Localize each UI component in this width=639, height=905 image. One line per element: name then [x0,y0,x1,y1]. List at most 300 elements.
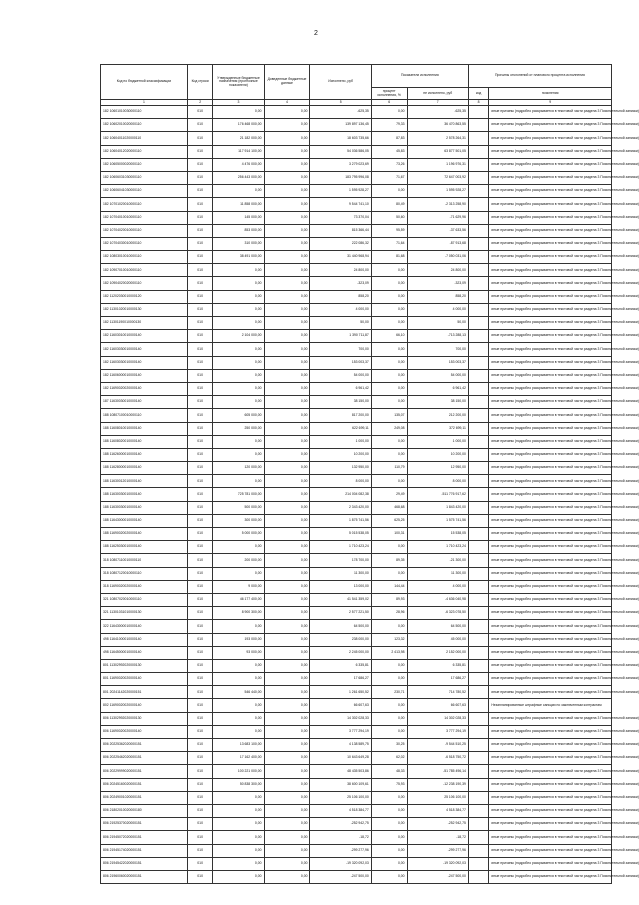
kbk-cell: 182 10803010010000110 [101,251,188,264]
approved-cell: 0,00 [213,541,264,554]
limits-cell: 0,00 [264,277,310,290]
reason-cell: иные причины (подробно раскрывается в текстовой части раздела 3 Пояснительной записки) [489,528,612,541]
reason-code-cell [468,804,488,817]
not-executed-cell: 1 575 741,56 [407,514,468,527]
table-row [101,224,612,237]
reason-code-cell [468,106,488,119]
reason-code-cell [468,198,488,211]
reason-cell: иные причины (подробно раскрывается в текстовой части раздела 3 Пояснительной записки) [489,303,612,316]
approved-cell: 4 476 000,00 [213,158,264,171]
not-executed-cell: 66 607,63 [407,699,468,712]
reason-code-cell [468,554,488,567]
kbk-cell: 188 11643000010000140 [101,514,188,527]
reason-cell: иные причины (подробно раскрывается в текстовой части раздела 3 Пояснительной записки) [489,831,612,844]
percent-cell: 30,25 [371,739,407,752]
kbk-cell: 318 11690020020000140 [101,580,188,593]
limits-cell: 0,00 [264,804,310,817]
approved-cell: 11 858 000,00 [213,198,264,211]
line-code-cell: 010 [187,369,213,382]
approved-cell: 0,00 [213,317,264,330]
header-executed: Исполнено, руб [310,65,371,100]
limits-cell: 0,00 [264,317,310,330]
limits-cell: 0,00 [264,567,310,580]
not-executed-cell: 12 950,00 [407,462,468,475]
approved-cell: 0,00 [213,475,264,488]
kbk-cell: 498 11641000010000140 [101,633,188,646]
kbk-cell: 182 11690020020000140 [101,382,188,395]
limits-cell: 0,00 [264,659,310,672]
reason-code-cell [468,382,488,395]
limits-cell: 0,00 [264,857,310,870]
line-code-cell: 010 [187,106,213,119]
table-row [101,739,612,752]
reason-cell: иные причины (подробно раскрывается в текстовой части раздела 3 Пояснительной записки) [489,593,612,606]
reason-code-cell [468,633,488,646]
executed-cell: 2 245 000,00 [310,646,371,659]
table-row [101,804,612,817]
table-row [101,844,612,857]
approved-cell: 0,00 [213,567,264,580]
executed-cell: -247 500,00 [310,870,371,883]
limits-cell: 0,00 [264,725,310,738]
limits-cell: 0,00 [264,554,310,567]
approved-cell: 0,00 [213,620,264,633]
table-row [101,277,612,290]
reason-code-cell [468,462,488,475]
percent-cell: 0,00 [371,831,407,844]
executed-cell: 178 700,00 [310,554,371,567]
not-executed-cell: -511 776 917,62 [407,488,468,501]
executed-cell: 2 577 221,50 [310,607,371,620]
table-row [101,699,612,712]
approved-cell: 0,00 [213,264,264,277]
table-row [101,211,612,224]
limits-cell: 0,00 [264,699,310,712]
percent-cell: 230,71 [371,686,407,699]
reason-cell: иные причины (подробно раскрывается в текстовой части раздела 3 Пояснительной записки) [489,567,612,580]
column-number: 9 [489,100,612,106]
percent-cell: 50,60 [371,211,407,224]
approved-cell: 0,00 [213,277,264,290]
reason-cell: иные причины (подробно раскрывается в текстовой части раздела 3 Пояснительной записки) [489,422,612,435]
table-row [101,264,612,277]
line-code-cell: 010 [187,712,213,725]
line-code-cell: 010 [187,567,213,580]
executed-cell: 815 366,44 [310,224,371,237]
kbk-cell: 188 11630030010000140 [101,488,188,501]
percent-cell: 79,33 [371,119,407,132]
line-code-cell: 010 [187,211,213,224]
line-code-cell: 010 [187,409,213,422]
not-executed-cell: -323,09 [407,277,468,290]
kbk-cell: 188 11628000010000140 [101,462,188,475]
kbk-cell: 182 10704020010000110 [101,224,188,237]
limits-cell: 0,00 [264,462,310,475]
kbk-cell: 182 10604012020000110 [101,145,188,158]
reason-code-cell [468,646,488,659]
table-row [101,673,612,686]
kbk-cell: 182 10602010020000110 [101,119,188,132]
reason-code-cell [468,211,488,224]
percent-cell: 2 413,98 [371,646,407,659]
executed-cell: 5 015 538,05 [310,528,371,541]
approved-cell: 853 000,00 [213,224,264,237]
executed-cell: 31 440 968,94 [310,251,371,264]
reason-code-cell [468,303,488,316]
reason-cell: Незапланированные штрафные санкции по заключенным контрактам [489,699,612,712]
kbk-cell: 182 10904020020000110 [101,277,188,290]
approved-cell: 145 000,00 [213,211,264,224]
not-executed-cell: 1 595 928,27 [407,185,468,198]
executed-cell: 4 138 589,75 [310,739,371,752]
executed-cell: 25 106 100,00 [310,791,371,804]
header-reason: пояснения [489,88,612,100]
approved-cell: 0,00 [213,382,264,395]
approved-cell: 0,00 [213,831,264,844]
reason-code-cell [468,528,488,541]
line-code-cell: 010 [187,804,213,817]
reason-code-cell [468,567,488,580]
table-row [101,396,612,409]
kbk-cell: 182 10604011020000110 [101,132,188,145]
percent-cell: 0,00 [371,185,407,198]
not-executed-cell: 858,20 [407,290,468,303]
kbk-cell: 182 10704030010000110 [101,237,188,250]
reason-cell: иные причины (подробно раскрывается в текстовой части раздела 3 Пояснительной записки) [489,765,612,778]
table-row [101,145,612,158]
reason-code-cell [468,277,488,290]
executed-cell: 10 643 649,28 [310,752,371,765]
percent-cell: 249,08 [371,422,407,435]
reason-cell: иные причины (подробно раскрывается в текстовой части раздела 3 Пояснительной записки) [489,870,612,883]
page-number: 2 [314,30,318,37]
executed-cell: 18 603 735,66 [310,132,371,145]
approved-cell: 2 104 000,00 [213,330,264,343]
reason-cell: иные причины (подробно раскрывается в текстовой части раздела 3 Пояснительной записки) [489,158,612,171]
percent-cell: 66,10 [371,330,407,343]
line-code-cell: 010 [187,145,213,158]
percent-cell: 0,00 [371,791,407,804]
limits-cell: 0,00 [264,844,310,857]
reason-code-cell [468,356,488,369]
not-executed-cell: -6 323 078,50 [407,607,468,620]
kbk-cell: 188 11608010010000140 [101,422,188,435]
executed-cell: 4 000,00 [310,303,371,316]
limits-cell: 0,00 [264,448,310,461]
executed-cell: 9 544 741,10 [310,198,371,211]
executed-cell: 1 261 650,52 [310,686,371,699]
limits-cell: 0,00 [264,119,310,132]
line-code-cell: 010 [187,356,213,369]
reason-code-cell [468,541,488,554]
table-row [101,448,612,461]
kbk-cell: 182 10907010010000110 [101,264,188,277]
table-row [101,501,612,514]
reason-code-cell [468,818,488,831]
kbk-cell: 802 11690020020000140 [101,699,188,712]
limits-cell: 0,00 [264,435,310,448]
header-reasons-group: Причины отклонений от планового процента исполнения [468,65,611,88]
executed-cell: 1 710 423,24 [310,541,371,554]
not-executed-cell: -6 518 750,72 [407,752,468,765]
line-code-cell: 010 [187,554,213,567]
table-row [101,475,612,488]
line-code-cell: 010 [187,514,213,527]
not-executed-cell: 8 000,00 [407,475,468,488]
reason-code-cell [468,607,488,620]
table-row [101,356,612,369]
table-row [101,725,612,738]
not-executed-cell: 6 335,81 [407,659,468,672]
percent-cell: 468,68 [371,501,407,514]
table-row [101,462,612,475]
percent-cell: 110,79 [371,462,407,475]
not-executed-cell: 4 518 384,77 [407,804,468,817]
reason-code-cell [468,145,488,158]
line-code-cell: 010 [187,303,213,316]
percent-cell: 0,00 [371,620,407,633]
reason-code-cell [468,224,488,237]
line-code-cell: 010 [187,633,213,646]
kbk-cell: 188 10807100010000110 [101,409,188,422]
not-executed-cell: 1 000,00 [407,435,468,448]
reason-cell: иные причины (подробно раскрывается в текстовой части раздела 3 Пояснительной записки) [489,317,612,330]
kbk-cell: 182 10606031030000110 [101,171,188,184]
table-row [101,290,612,303]
approved-cell: 8 900 300,00 [213,607,264,620]
approved-cell: 0,00 [213,106,264,119]
reason-code-cell [468,369,488,382]
limits-cell: 0,00 [264,646,310,659]
column-number: 1 [101,100,188,106]
executed-cell: 153 003,37 [310,356,371,369]
table-row [101,580,612,593]
kbk-cell: 806 21945422020000151 [101,857,188,870]
approved-cell: 0,00 [213,673,264,686]
kbk-cell: 801 11690020020000140 [101,673,188,686]
reason-cell: иные причины (подробно раскрывается в текстовой части раздела 3 Пояснительной записки) [489,541,612,554]
line-code-cell: 010 [187,528,213,541]
kbk-cell: 182 10704010010000110 [101,211,188,224]
line-code-cell: 010 [187,673,213,686]
table-row [101,237,612,250]
limits-cell: 0,00 [264,224,310,237]
table-row [101,106,612,119]
executed-cell: -18,72 [310,831,371,844]
not-executed-cell: -299 277,96 [407,844,468,857]
reason-code-cell [468,673,488,686]
reason-cell: иные причины (подробно раскрывается в текстовой части раздела 3 Пояснительной записки) [489,501,612,514]
table-row [101,171,612,184]
percent-cell: 0,00 [371,369,407,382]
reason-cell: иные причины (подробно раскрывается в текстовой части раздела 3 Пояснительной записки) [489,633,612,646]
reason-cell: иные причины (подробно раскрывается в текстовой части раздела 3 Пояснительной записки) [489,224,612,237]
reason-code-cell [468,659,488,672]
reason-code-cell [468,422,488,435]
reason-cell: иные причины (подробно раскрывается в текстовой части раздела 3 Пояснительной записки) [489,211,612,224]
column-number: 7 [407,100,468,106]
reason-code-cell [468,593,488,606]
approved-cell: 9 000,00 [213,580,264,593]
reason-cell: иные причины (подробно раскрывается в текстовой части раздела 3 Пояснительной записки) [489,290,612,303]
limits-cell: 0,00 [264,356,310,369]
approved-cell: 0,00 [213,844,264,857]
line-code-cell: 010 [187,699,213,712]
limits-cell: 0,00 [264,422,310,435]
limits-cell: 0,00 [264,541,310,554]
approved-cell: 5 000 000,00 [213,528,264,541]
reason-code-cell [468,514,488,527]
reason-cell: иные причины (подробно раскрывается в текстовой части раздела 3 Пояснительной записки) [489,475,612,488]
limits-cell: 0,00 [264,343,310,356]
kbk-cell: 188 11608020010000140 [101,435,188,448]
reason-code-cell [468,870,488,883]
limits-cell: 0,00 [264,145,310,158]
executed-cell: 183 795 996,08 [310,171,371,184]
approved-cell: 0,00 [213,435,264,448]
executed-cell: 1 000,00 [310,435,371,448]
line-code-cell: 010 [187,659,213,672]
not-executed-cell: -18,72 [407,831,468,844]
table-row [101,158,612,171]
header-code: код [468,88,488,100]
not-executed-cell: -247 500,00 [407,870,468,883]
reason-code-cell [468,290,488,303]
kbk-cell: 182 10701020010000110 [101,198,188,211]
percent-cell: 0,00 [371,712,407,725]
kbk-cell: 806 20225362020000151 [101,739,188,752]
not-executed-cell: -252 942,75 [407,818,468,831]
reason-code-cell [468,712,488,725]
line-code-cell: 010 [187,541,213,554]
approved-cell: 500 000,00 [213,501,264,514]
execution-report-table [100,64,639,884]
limits-cell: 0,00 [264,765,310,778]
kbk-cell: 322 11643000010000140 [101,620,188,633]
limits-cell: 0,00 [264,369,310,382]
reason-cell: иные причины (подробно раскрывается в текстовой части раздела 3 Пояснительной записки) [489,488,612,501]
kbk-cell: 187 11630030010000140 [101,396,188,409]
not-executed-cell: -51 785 496,14 [407,765,468,778]
line-code-cell: 010 [187,132,213,145]
percent-cell: 0,00 [371,870,407,883]
approved-cell: 120 000,00 [213,462,264,475]
line-code-cell: 010 [187,857,213,870]
table-row [101,382,612,395]
kbk-cell: 188 11626000010000140 [101,448,188,461]
approved-cell: 0,00 [213,303,264,316]
limits-cell: 0,00 [264,106,310,119]
table-row [101,514,612,527]
table-row [101,857,612,870]
executed-cell: 214 004 082,38 [310,488,371,501]
table-row [101,607,612,620]
executed-cell: 14 302 028,33 [310,712,371,725]
limits-cell: 0,00 [264,593,310,606]
executed-cell: 17 686,27 [310,673,371,686]
executed-cell: 38 150,00 [310,396,371,409]
percent-cell: 0,00 [371,567,407,580]
reason-cell: иные причины (подробно раскрывается в текстовой части раздела 3 Пояснительной записки) [489,778,612,791]
limits-cell: 0,00 [264,171,310,184]
percent-cell: 71,67 [371,171,407,184]
reason-code-cell [468,831,488,844]
not-executed-cell: -12 238 190,39 [407,778,468,791]
percent-cell: 89,93 [371,593,407,606]
limits-cell: 0,00 [264,396,310,409]
not-executed-cell: 1 196 976,31 [407,158,468,171]
limits-cell: 0,00 [264,818,310,831]
percent-cell: 0,00 [371,857,407,870]
reason-cell: иные причины (подробно раскрывается в текстовой части раздела 3 Пояснительной записки) [489,198,612,211]
reason-cell: иные причины (подробно раскрывается в текстовой части раздела 3 Пояснительной записки) [489,185,612,198]
reason-code-cell [468,778,488,791]
not-executed-cell: 10 200,00 [407,448,468,461]
percent-cell: 0,00 [371,475,407,488]
limits-cell: 0,00 [264,132,310,145]
line-code-cell: 010 [187,870,213,883]
kbk-cell: 182 10605000020000110 [101,158,188,171]
kbk-cell: 188 11625030010000140 [101,541,188,554]
line-code-cell: 010 [187,251,213,264]
reason-code-cell [468,580,488,593]
line-code-cell: 010 [187,462,213,475]
percent-cell: 75,93 [371,778,407,791]
table-row [101,686,612,699]
executed-cell: 13 000,00 [310,580,371,593]
line-code-cell: 010 [187,580,213,593]
kbk-cell: 806 21802010020000180 [101,804,188,817]
approved-cell: 17 162 400,00 [213,752,264,765]
table-row [101,791,612,804]
reason-code-cell [468,343,488,356]
limits-cell: 0,00 [264,673,310,686]
approved-cell: 0,00 [213,396,264,409]
not-executed-cell: 4 000,00 [407,580,468,593]
limits-cell: 0,00 [264,382,310,395]
approved-cell: 0,00 [213,343,264,356]
reason-code-cell [468,396,488,409]
table-body [101,106,639,884]
kbk-cell: 806 21945072020000151 [101,831,188,844]
not-executed-cell: 1 843 420,00 [407,501,468,514]
not-executed-cell: -713 288,13 [407,330,468,343]
approved-cell: 46 177 400,00 [213,593,264,606]
approved-cell: 310 000,00 [213,237,264,250]
table-row [101,541,612,554]
line-code-cell: 010 [187,752,213,765]
limits-cell: 0,00 [264,778,310,791]
percent-cell: 0,00 [371,277,407,290]
approved-cell: 117 914 100,00 [213,145,264,158]
table-row [101,554,612,567]
percent-cell: 29,49 [371,488,407,501]
not-executed-cell: 15 538,05 [407,528,468,541]
kbk-cell: 182 11603030010000140 [101,343,188,356]
column-number: 6 [371,100,407,106]
kbk-cell: 188 11690020020000140 [101,528,188,541]
executed-cell: 24 800,00 [310,264,371,277]
reason-code-cell [468,251,488,264]
executed-cell: 3 777 294,19 [310,725,371,738]
not-executed-cell: 45 000,00 [407,633,468,646]
reason-cell: иные причины (подробно раскрывается в текстовой части раздела 3 Пояснительной записки) [489,659,612,672]
not-executed-cell: 4 000,00 [407,303,468,316]
line-code-cell: 010 [187,317,213,330]
executed-cell: 700,00 [310,343,371,356]
reason-cell: иные причины (подробно раскрывается в текстовой части раздела 3 Пояснительной записки) [489,237,612,250]
table-row [101,198,612,211]
